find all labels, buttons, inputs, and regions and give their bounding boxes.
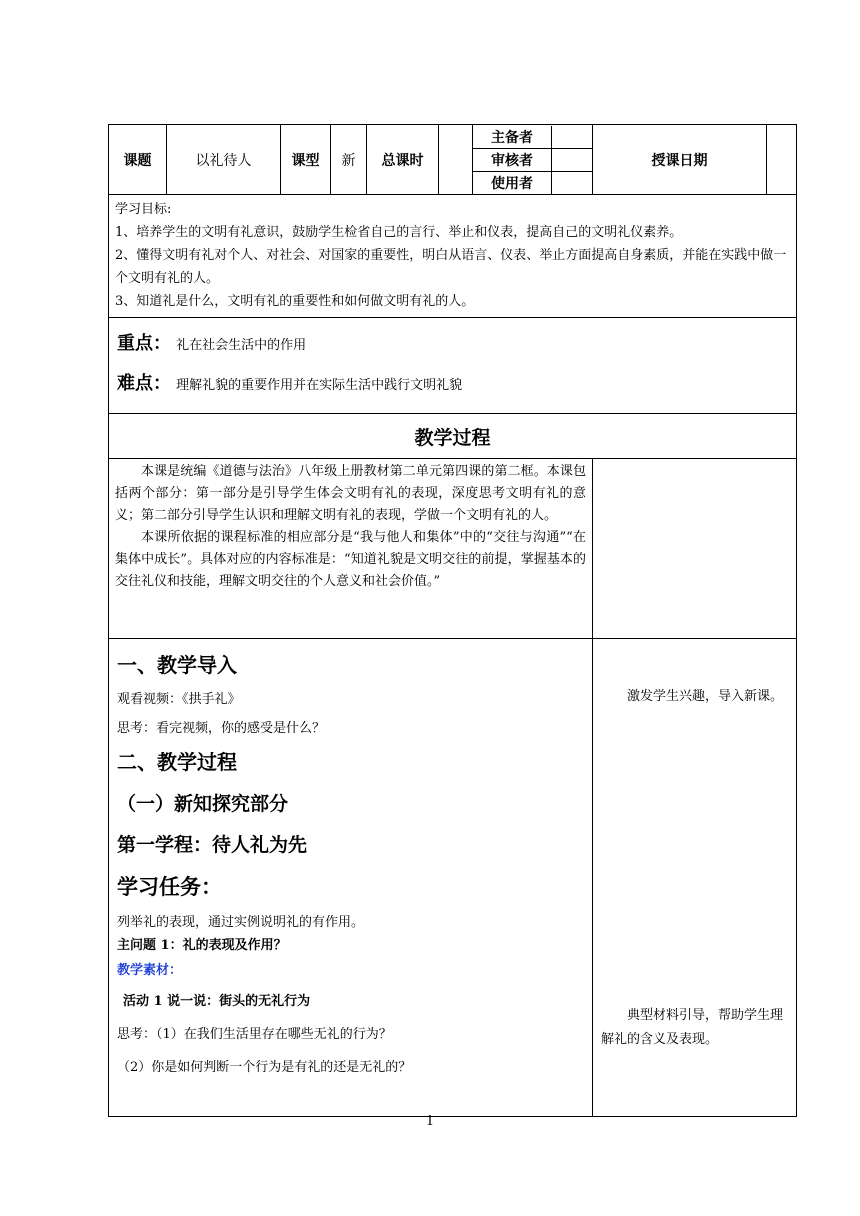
activity-title: 活动 1 说一说：街头的无礼行为	[123, 994, 311, 1009]
key-point-text: 礼在社会生活中的作用	[176, 338, 307, 353]
material-label: 教学素材：	[117, 963, 183, 978]
objective-item: 2、懂得文明有礼对个人、对社会、对国家的重要性，明白从语言、仪表、举止方面提高自身素质，并能在实践中做一个文明有礼的人。	[115, 248, 787, 286]
intro-side-cell	[593, 459, 797, 639]
hours-label: 总课时	[367, 125, 439, 195]
objectives-cell	[109, 195, 797, 318]
think-question-2: （2）你是如何判断一个行为是有礼的还是无礼的？	[117, 1060, 412, 1075]
topic-value: 以礼待人	[167, 125, 281, 195]
key-point-row	[117, 324, 788, 364]
difficulty-label: 难点：	[117, 373, 171, 394]
think-text: 思考：看完视频，你的感受是什么？	[117, 721, 326, 736]
heading-task: 学习任务：	[117, 874, 222, 899]
heading-import: 一、教学导入	[117, 653, 237, 677]
role-label-reviewer: 审核者	[473, 148, 552, 171]
intro-paragraph: 本课是统编《道德与法治》八年级上册教材第二单元第四课的第二框。本课包括两个部分：第一部分是引导学生体会文明有礼的表现，深度思考文明有礼的意义；第二部分引导学生认识和理解文明有礼的表现，学做一个文明有礼的人。	[115, 464, 586, 523]
type-label: 课型	[281, 125, 331, 195]
task-text: 列举礼的表现，通过实例说明礼的有作用。	[117, 915, 365, 930]
think-question-1: 思考：（1）在我们生活里存在哪些无礼的行为？	[117, 1027, 392, 1042]
role-value-reviewer	[552, 148, 593, 171]
roles-table	[473, 126, 592, 194]
focus-cell	[109, 318, 797, 414]
heading-process: 二、教学过程	[117, 750, 237, 774]
heading-stage: 第一学程：待人礼为先	[117, 834, 308, 856]
difficulty-text: 理解礼貌的重要作用并在实际生活中践行文明礼貌	[176, 378, 463, 393]
intro-paragraph: 本课所依据的课程标准的相应部分是“我与他人和集体”中的“交往与沟通”“在集体中成长”。具体对应的内容标准是：“知道礼貌是文明交往的前提，掌握基本的交往礼仪和技能，理解文明交往的个人意义和社会价值。”	[115, 530, 586, 589]
hours-value	[439, 125, 473, 195]
roles-cell	[473, 125, 593, 195]
watch-video-text: 观看视频：《拱手礼》	[117, 692, 241, 707]
main-question: 主问题 1：礼的表现及作用？	[117, 938, 287, 953]
role-value-user	[552, 171, 593, 194]
side-note-import: 激发学生兴趣，导入新课。	[627, 689, 784, 704]
lesson-plan	[108, 124, 796, 1117]
difficulty-row	[117, 364, 788, 404]
side-note-material: 典型材料引导，帮助学生理解礼的含义及表现。	[601, 1008, 784, 1047]
process-title: 教学过程	[109, 414, 797, 459]
lesson-plan-table	[108, 124, 797, 1117]
objective-item: 3、知道礼是什么，文明有礼的重要性和如何做文明有礼的人。	[115, 294, 475, 309]
role-label-user: 使用者	[473, 171, 552, 194]
key-point-label: 重点：	[117, 333, 171, 354]
heading-new-knowledge: （一）新知探究部分	[117, 793, 289, 815]
objective-item: 1、培养学生的文明有礼意识，鼓励学生检省自己的言行、举止和仪表，提高自己的文明礼仪素养。	[115, 225, 683, 240]
objectives-title: 学习目标:	[115, 202, 172, 217]
page-number: 1	[425, 1114, 435, 1129]
side-notes-cell	[593, 639, 797, 1117]
type-value: 新	[331, 125, 367, 195]
main-content-cell	[109, 639, 593, 1117]
role-value-lead	[552, 126, 593, 149]
date-value	[767, 125, 797, 195]
topic-label: 课题	[109, 125, 167, 195]
intro-cell	[109, 459, 593, 639]
role-label-lead: 主备者	[473, 126, 552, 149]
date-label: 授课日期	[593, 125, 767, 195]
